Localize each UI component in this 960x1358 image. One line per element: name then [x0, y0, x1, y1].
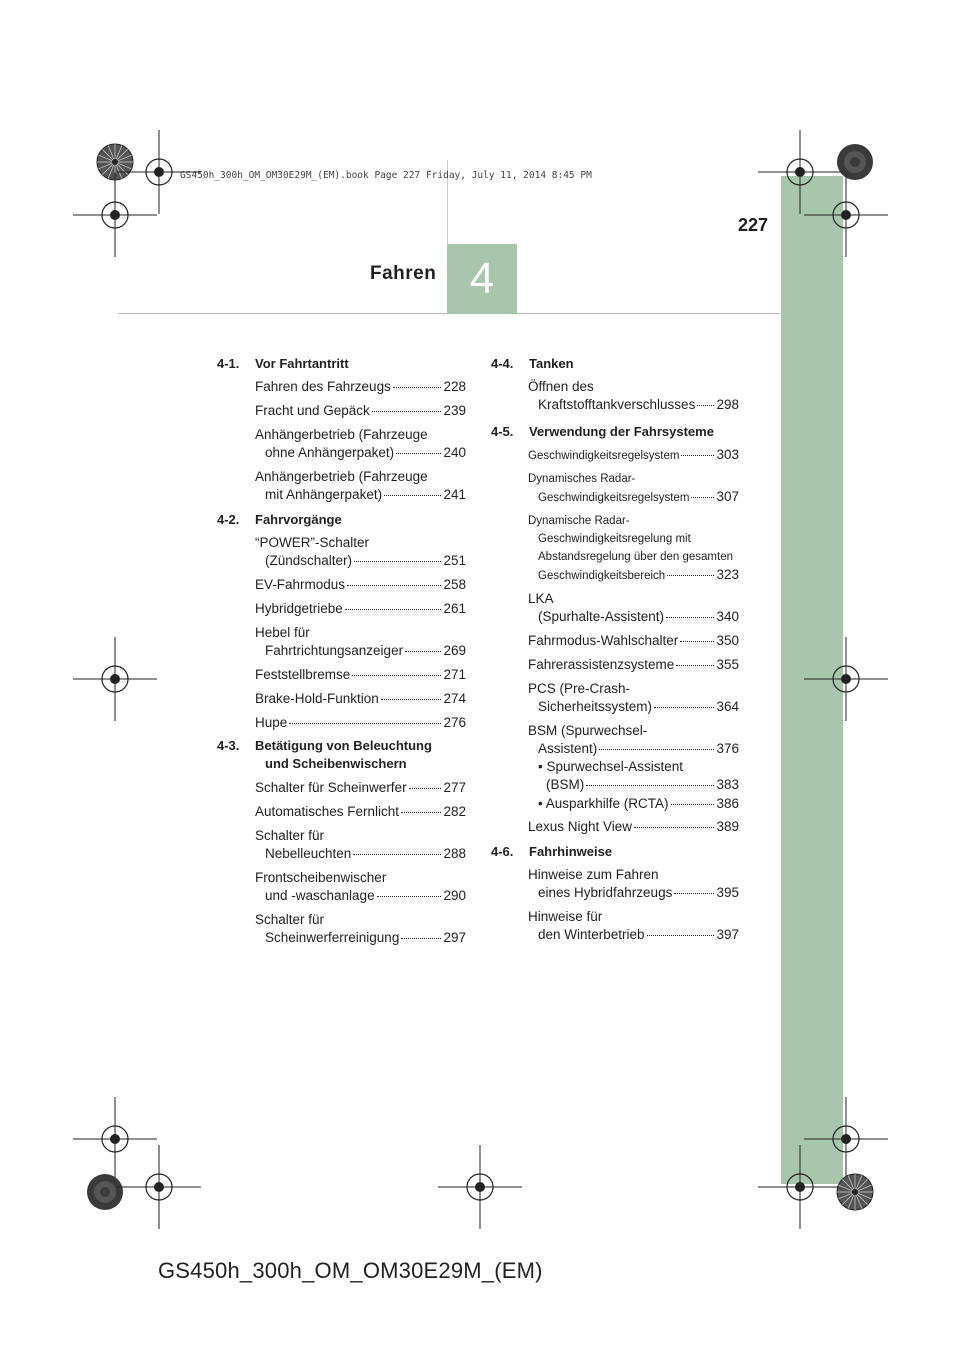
toc-entry[interactable]: Frontscheibenwischer und -waschanlage 290 — [255, 870, 466, 903]
toc-entry[interactable]: Hinweise zum Fahren eines Hybridfahrzeugs 395 — [528, 867, 739, 900]
toc-entry[interactable]: • Spurwechsel-Assistent (BSM) 383 — [538, 759, 739, 792]
toc-entry[interactable]: Fahrerassistenzsysteme 355 — [528, 657, 739, 672]
toc-entry[interactable]: Geschwindigkeitsregelsystem 303 — [528, 447, 739, 462]
toc-entry[interactable]: • Ausparkhilfe (RCTA) 386 — [538, 796, 739, 811]
toc-entry[interactable]: LKA (Spurhalte-Assistent) 340 — [528, 591, 739, 624]
book-header: GS450h_300h_OM_OM30E29M_(EM).book Page 227 Friday, July 11, 2014 8:45 PM — [180, 170, 592, 181]
toc-entry[interactable]: EV-Fahrmodus 258 — [255, 577, 466, 592]
toc-entry[interactable]: Dynamisches Radar- Geschwindigkeitsregelsystem 307 — [528, 473, 739, 504]
toc-entry[interactable]: Öffnen des Kraftstofftankverschlusses 298 — [528, 379, 739, 412]
toc-entry[interactable]: Brake-Hold-Funktion 274 — [255, 691, 466, 706]
chapter-number: 4 — [447, 244, 517, 314]
toc-entry[interactable]: Schalter für Scheinwerfer 277 — [255, 780, 466, 795]
page-number: 227 — [738, 215, 769, 235]
toc-entry[interactable]: BSM (Spurwechsel- Assistent) 376 — [528, 723, 739, 756]
toc-entry[interactable]: PCS (Pre-Crash- Sicherheitssystem) 364 — [528, 681, 739, 714]
toc-entry[interactable]: Feststellbremse 271 — [255, 667, 466, 682]
footer-doc-id: GS450h_300h_OM_OM30E29M_(EM) — [158, 1258, 543, 1283]
toc-entry[interactable]: Lexus Night View 389 — [528, 819, 739, 834]
toc-entry[interactable]: Fracht und Gepäck 239 — [255, 403, 466, 418]
toc-entry[interactable]: Hinweise für den Winterbetrieb 397 — [528, 909, 739, 942]
toc-entry[interactable]: Fahrmodus-Wahlschalter 350 — [528, 633, 739, 648]
chapter-title: Fahren — [370, 263, 437, 284]
toc-entry[interactable]: Hupe 276 — [255, 715, 466, 730]
toc-entry[interactable]: Dynamische Radar- Geschwindigkeitsregelung mit Abstandsregelung über den gesamten Geschwindigkeitsbereich 323 — [528, 515, 739, 582]
toc-entry[interactable]: Anhängerbetrieb (Fahrzeuge ohne Anhängerpaket) 240 — [255, 427, 466, 460]
toc-entry[interactable]: Anhängerbetrieb (Fahrzeuge mit Anhängerpaket) 241 — [255, 469, 466, 502]
toc-entry[interactable]: “POWER”-Schalter (Zündschalter) 251 — [255, 535, 466, 568]
toc-entry[interactable]: Schalter für Nebelleuchten 288 — [255, 828, 466, 861]
toc-entry[interactable]: Fahren des Fahrzeugs 228 — [255, 379, 466, 394]
toc-entry[interactable]: Schalter für Scheinwerferreinigung 297 — [255, 912, 466, 945]
toc-entry[interactable]: Hybridgetriebe 261 — [255, 601, 466, 616]
toc-entry[interactable]: Hebel für Fahrtrichtungsanzeiger 269 — [255, 625, 466, 658]
toc-entry[interactable]: Automatisches Fernlicht 282 — [255, 804, 466, 819]
